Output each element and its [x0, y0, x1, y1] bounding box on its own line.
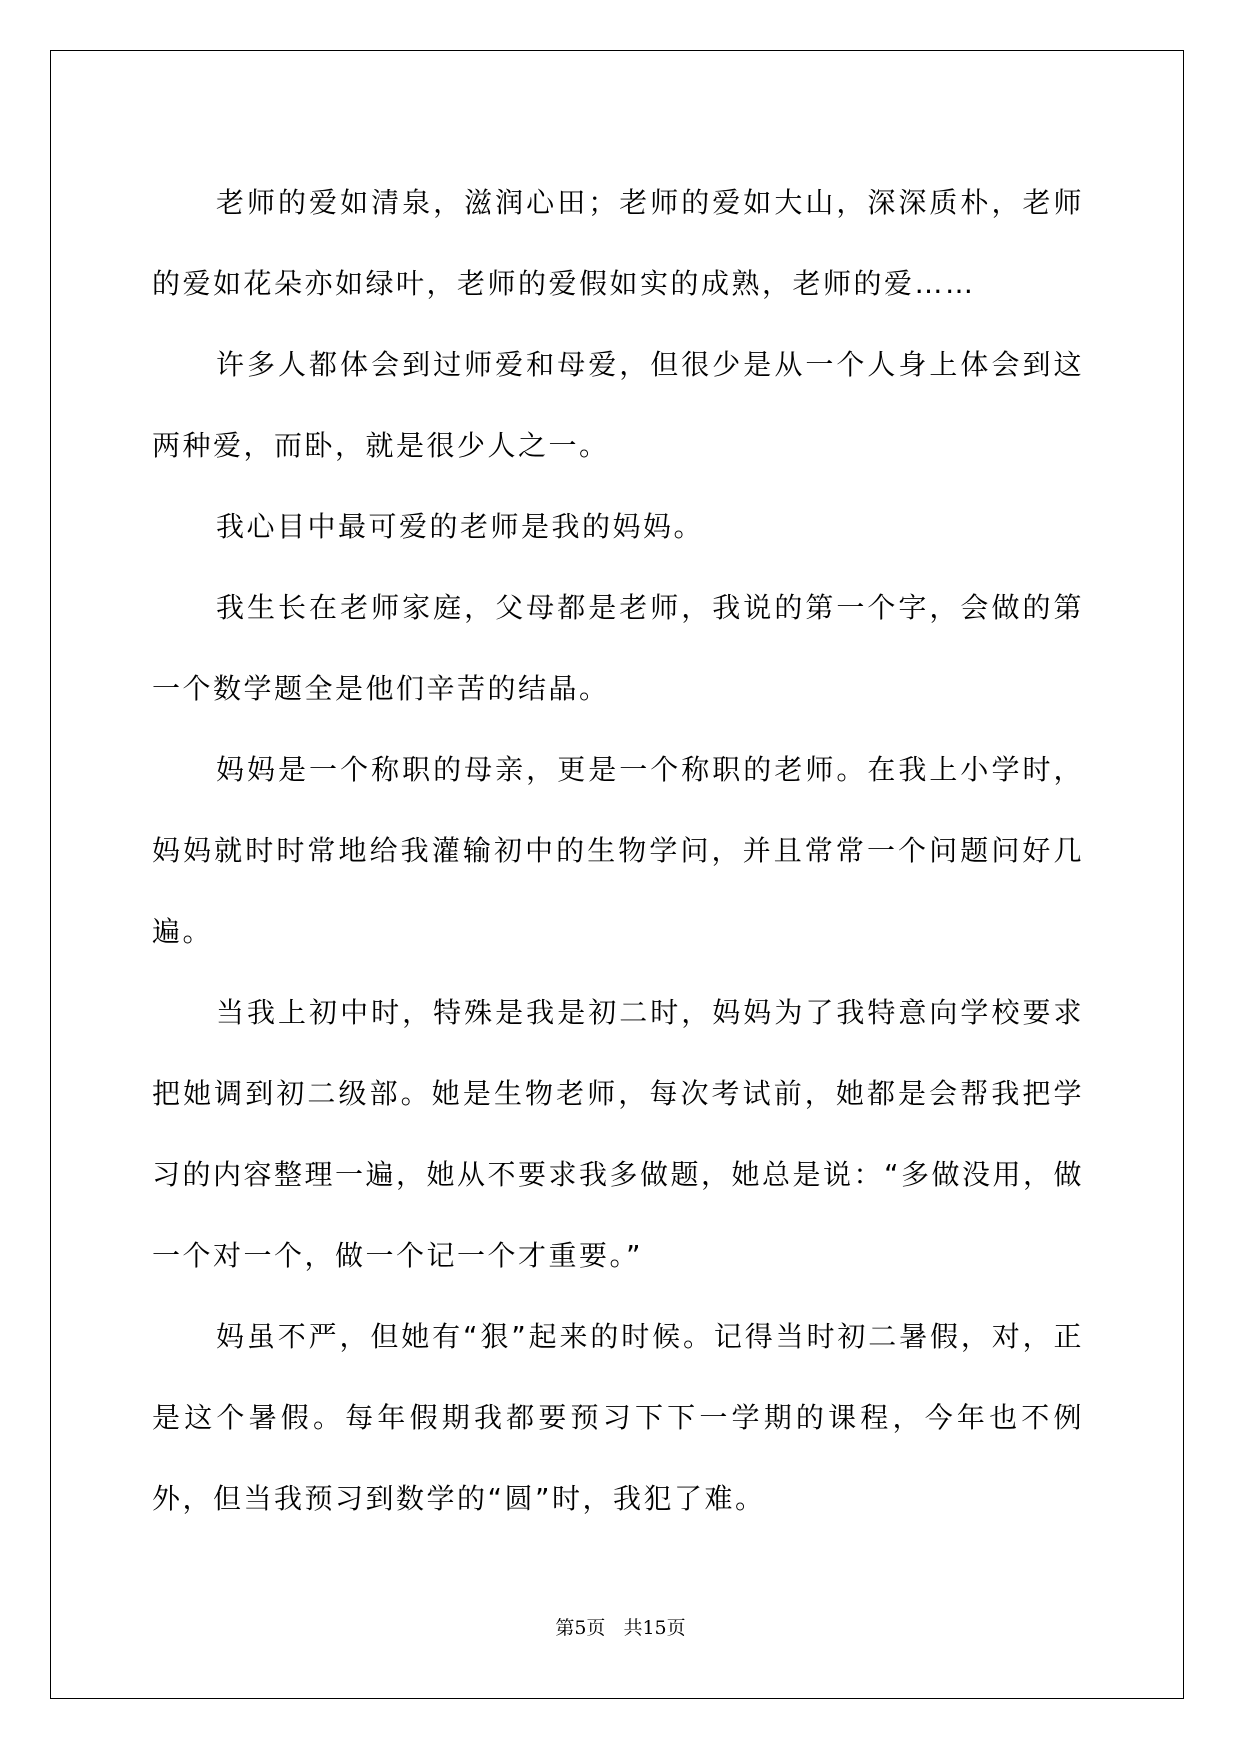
- paragraph-4: 我生长在老师家庭，父母都是老师，我说的第一个字，会做的第一个数学题全是他们辛苦的结晶。: [152, 591, 1084, 705]
- paragraph-1: 老师的爱如清泉，滋润心田；老师的爱如大山，深深质朴，老师的爱如花朵亦如绿叶，老师的爱假如实的成熟，老师的爱……: [152, 186, 1084, 300]
- document-body: [152, 162, 1084, 1539]
- paragraph-5: 妈妈是一个称职的母亲，更是一个称职的老师。在我上小学时，妈妈就时时常地给我灌输初中的生物学问，并且常常一个问题问好几遍。: [152, 753, 1084, 948]
- page-total: 共15页: [623, 1617, 686, 1639]
- paragraph-6: 当我上初中时，特殊是我是初二时，妈妈为了我特意向学校要求把她调到初二级部。她是生物老师，每次考试前，她都是会帮我把学习的内容整理一遍，她从不要求我多做题，她总是说：“多做没用，做一个对一个，做一个记一个才重要。”: [152, 996, 1085, 1272]
- paragraph-2: 许多人都体会到过师爱和母爱，但很少是从一个人身上体会到这两种爱，而卧，就是很少人之一。: [152, 348, 1084, 462]
- paragraph-7: 妈虽不严，但她有“狠”起来的时候。记得当时初二暑假，对，正是这个暑假。每年假期我都要预习下下一学期的课程，今年也不例外，但当我预习到数学的“圆”时，我犯了难。: [152, 1320, 1084, 1515]
- page-number: 第5页: [555, 1617, 606, 1639]
- paragraph-3: 我心目中最可爱的老师是我的妈妈。: [216, 510, 705, 543]
- page-footer: [0, 1616, 1241, 1640]
